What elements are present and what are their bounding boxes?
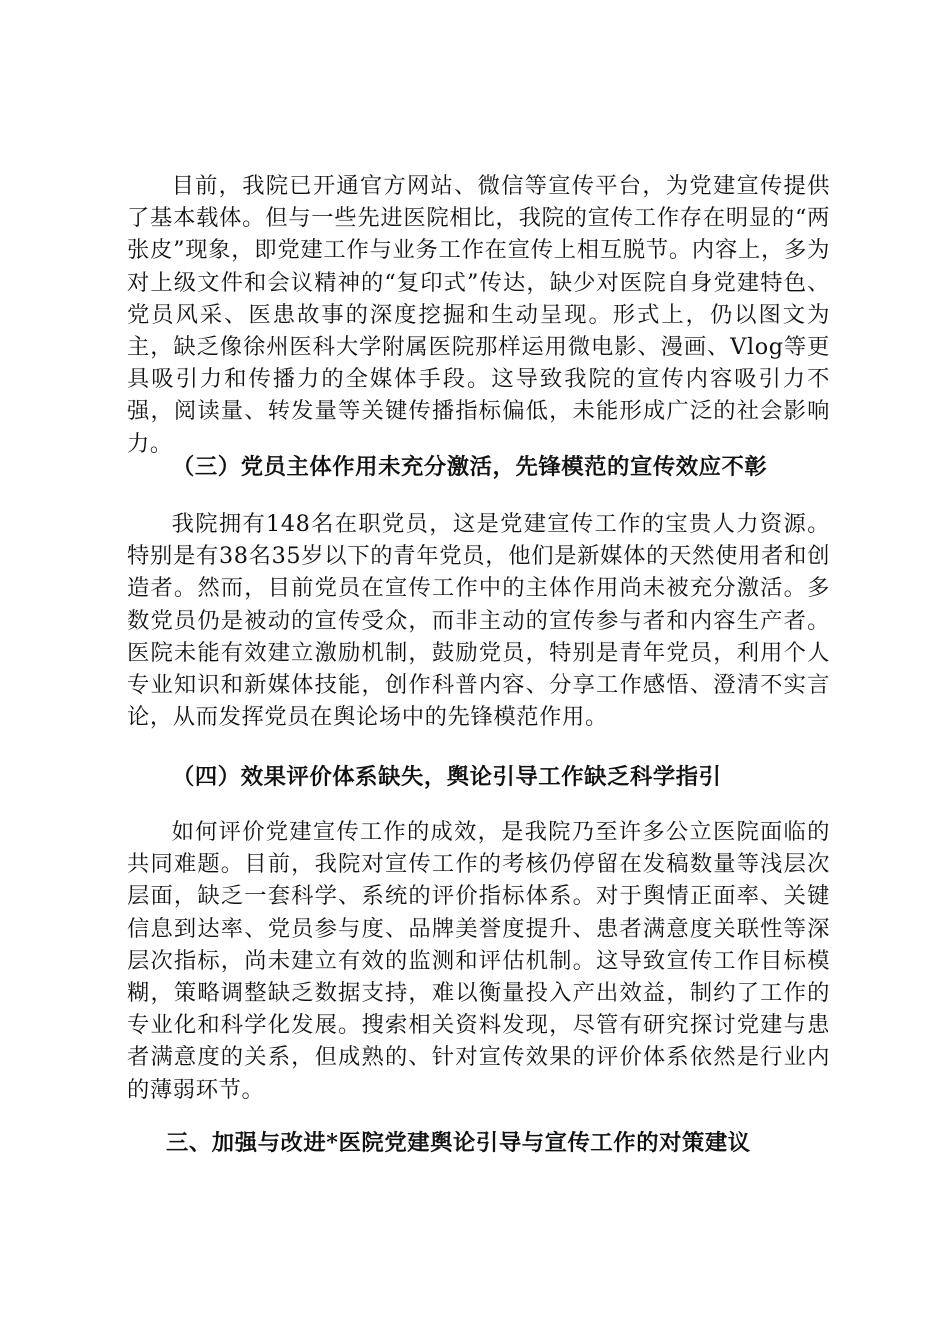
section-heading: 三、加强与改进*医院党建舆论引导与宣传工作的对策建议 <box>166 1130 751 1156</box>
subsection-heading: （四）效果评价体系缺失，舆论引导工作缺乏科学指引 <box>172 764 722 790</box>
body-paragraph: 我院拥有148名在职党员，这是党建宣传工作的宝贵人力资源。特别是有38名35岁以下的青年党员，他们是新媒体的天然使用者和创造者。然而，目前党员在宣传工作中的主体作用尚未被充分激活。多数党员仍是被动的宣传受众，而非主动的宣传参与者和内容生产者。医院未能有效建立激励机制，鼓励党员，特别是青年党员，利用个人专业知识和新媒体技能，创作科普内容、分享工作感悟、澄清不实言论，从而发挥党员在舆论场中的先锋模范作用。 <box>127 511 830 731</box>
body-paragraph: 如何评价党建宣传工作的成效，是我院乃至许多公立医院面临的共同难题。目前，我院对宣传工作的考核仍停留在发稿数量等浅层次层面，缺乏一套科学、系统的评价指标体系。对于舆情正面率、关键信息到达率、党员参与度、品牌美誉度提升、患者满意度关联性等深层次指标，尚未建立有效的监测和评估机制。这导致宣传工作目标模糊，策略调整缺乏数据支持，难以衡量投入产出效益，制约了工作的专业化和科学化发展。搜索相关资料发现，尽管有研究探讨党建与患者满意度的关系，但成熟的、针对宣传效果的评价体系依然是行业内的薄弱环节。 <box>127 819 830 1103</box>
subsection-heading: （三）党员主体作用未充分激活，先锋模范的宣传效应不彰 <box>172 454 768 480</box>
body-paragraph: 目前，我院已开通官方网站、微信等宣传平台，为党建宣传提供了基本载体。但与一些先进医院相比，我院的宣传工作存在明显的“两张皮”现象，即党建工作与业务工作在宣传上相互脱节。内容上，多为对上级文件和会议精神的“复印式”传达，缺少对医院自身党建特色、党员风采、医患故事的深度挖掘和生动呈现。形式上，仍以图文为主，缺乏像徐州医科大学附属医院那样运用微电影、漫画、Vlog等更具吸引力和传播力的全媒体手段。这导致我院的宣传内容吸引力不强，阅读量、转发量等关键传播指标偏低，未能形成广泛的社会影响力。 <box>127 173 830 457</box>
